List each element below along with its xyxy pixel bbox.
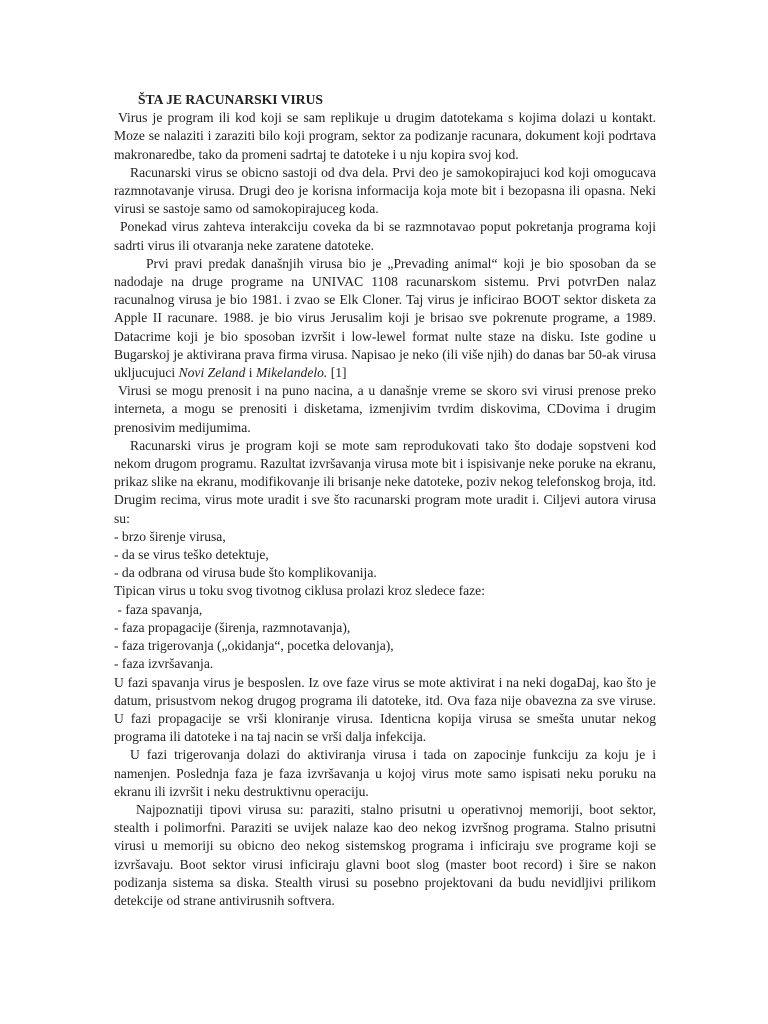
- paragraph-interaction: Ponekad virus zahteva interakciju coveka da bi se razmnotavao poput pokretanja programa koji sadrti virus ili otvaranja neke zaratene datoteke.: [114, 219, 656, 253]
- paragraph-sleep-phase: U fazi spavanja virus je besposlen. Iz ove faze virus se mote aktivirat i na neki dogaDaj, kao što je datum, prisustvom nekog drugog programa ili datoteke, itd. Ova faza nije obavezna za sve viruse. U fazi propagacije se vrši kloniranje virusa. Identicna kopija virusa se smešta unutar nekog programa ili datoteke i na taj nacin se vrši dalja infekcija.: [114, 674, 656, 745]
- paragraph-virus-types: Najpoznatiji tipovi virusa su: paraziti, stalno prisutni u operativnoj memoriji, boot sektor, stealth i polimorfni. Paraziti se uvijek nalaze kao deo nekog izvršnog programa. Stalno prisutni virusi u memoriji su obicno deo nekog sistemskog programa i inficiraju sve programe koji se izvršavaju. Boot sektor virusi inficiraju glavni boot slog (master boot record) i šire se nakon podizanja sistema sa diska. Stealth virusi su posebno projektovani da budu nevidljivi prilikom detekcije od strane antivirusnih softvera.: [114, 801, 656, 908]
- list-item: - faza spavanja,: [114, 601, 203, 617]
- history-virus-name-2: Mikelandelo.: [255, 365, 328, 381]
- paragraph-trigger-phase: U fazi trigerovanja dolazi do aktiviranja virusa i tada on zapocinje funkciju za koju je i namenjen. Poslednja faza je faza izvršavanja u kojoj virus mote samo ispisati neku poruku na ekranu ili izvršit i neku destruktivnu operaciju.: [114, 747, 656, 799]
- paragraph-structure: Racunarski virus se obicno sastoji od dva dela. Prvi deo je samokopirajuci kod koji omogucava razmnotavanje virusa. Drugi deo je korisna informacija koja mote bit i bezopasna ili opasna. Neki virusi se sastoje samo od samokopirajuceg koda.: [114, 164, 656, 217]
- paragraph-definition: Virus je program ili kod koji se sam replikuje u drugim datotekama s kojima dolazi u kontakt. Moze se nalaziti i zaraziti bilo koji program, sektor za podizanje racunara, dokument koji podrtava makronaredbe, tako da promeni sadrtaj te datoteke i u nju kopira svoj kod.: [114, 110, 656, 162]
- history-virus-name-1: Novi Zeland: [178, 365, 246, 381]
- history-text: Prvi pravi predak današnjih virusa bio je „Prevading animal“ koji je bio sposoban da se nadodaje na druge programe na UNIVAC 1108 racunarskom sistemu. Prvi potvrDen nalaz racunalnog virusa je bio 1981. i zvao se Elk Cloner. Taj virus je inficirao BOOT sektor disketa za Apple II racunare. 1988. je bio virus Jerusalim koji je brisao sve pokrenute programe, a 1989. Datacrime koji je bio sposoban izvršit i low-lewel format nulte staze na disku. Iste godine u Bugarskoj je aktivirana prava firma virusa. Napisao je neko (ili više njih) do danas bar 50-ak virusa ukljucujuci: [114, 255, 656, 381]
- list-item: - da se virus teško detektuje,: [114, 547, 269, 563]
- phases-intro: Tipican virus u toku svog tivotnog ciklusa prolazi kroz sledece faze:: [114, 583, 485, 599]
- list-item: - da odbrana od virusa bude što komplikovanija.: [114, 565, 377, 581]
- document-page: [114, 91, 656, 910]
- history-reference: [1]: [327, 365, 347, 381]
- paragraph-history: [114, 255, 656, 382]
- list-item: - faza propagacije (širenja, razmnotavanja),: [114, 619, 351, 635]
- list-item: - faza izvršavanja.: [114, 656, 214, 672]
- document-title: ŠTA JE RACUNARSKI VIRUS: [138, 92, 323, 107]
- paragraph-reproduction: Racunarski virus je program koji se mote sam reprodukovati tako što dodaje sopstveni kod nekom drugom programu. Razultat izvršavanja virusa mote bit i ispisivanje neke poruke na ekranu, prikaz slike na ekranu, modifikovanje ili brisanje neke datoteke, poziv nekog telefonskog broja, itd. Drugim recima, virus mote uradit i sve što racunarski program mote uradit i. Ciljevi autora virusa su:: [114, 437, 656, 526]
- paragraph-transmission: Virusi se mogu prenosit i na puno nacina, a u današnje vreme se skoro svi virusi prenose preko interneta, a mogu se prenositi i disketama, izmenjivim tvrdim diskovima, CDovima i drugim prenosivim medijumima.: [114, 383, 656, 435]
- list-item: - faza trigerovanja („okidanja“, pocetka delovanja),: [114, 638, 394, 654]
- goals-list: [114, 528, 656, 583]
- list-item: - brzo širenje virusa,: [114, 528, 226, 544]
- phases-list: [114, 601, 656, 674]
- history-conjunction: i: [245, 365, 256, 381]
